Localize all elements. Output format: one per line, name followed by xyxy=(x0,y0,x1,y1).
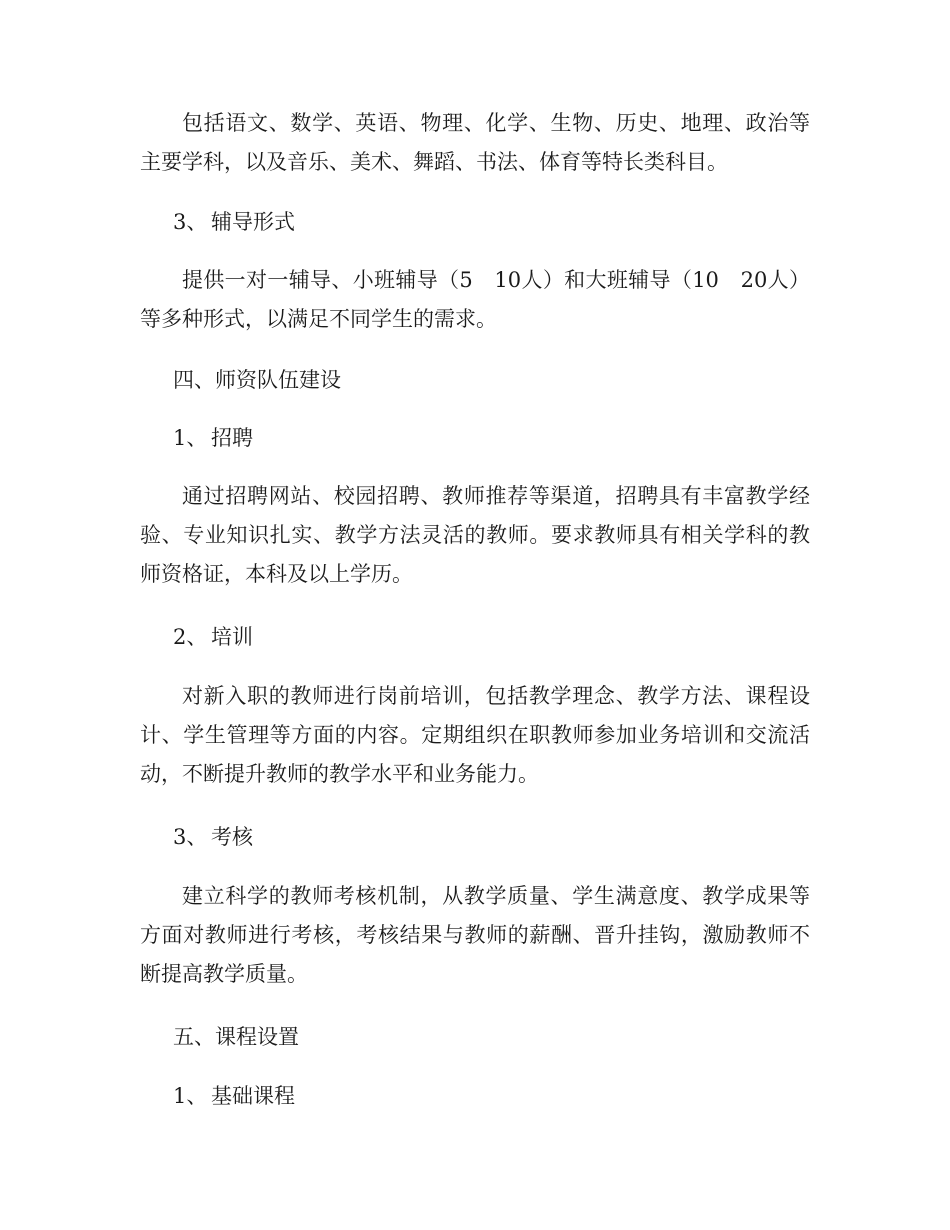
subheading-assessment xyxy=(173,818,253,857)
subheading-number: 3、 xyxy=(173,210,208,234)
paragraph-tutoring-format: 提供一对一辅导、小班辅导（5 10人）和大班辅导（10 20人）等多种形式，以满足不同学生的需求。 xyxy=(140,268,810,331)
subheading-number: 3、 xyxy=(173,825,208,849)
subheading-title: 考核 xyxy=(211,825,253,849)
subheading-tutoring-format xyxy=(173,203,295,242)
subheading-title: 招聘 xyxy=(211,426,253,450)
subheading-number: 1、 xyxy=(173,1084,208,1108)
paragraph-recruitment: 通过招聘网站、校园招聘、教师推荐等渠道，招聘具有丰富教学经验、专业知识扎实、教学方法灵活的教师。要求教师具有相关学科的教师资格证，本科及以上学历。 xyxy=(140,484,810,586)
subheading-basic-courses xyxy=(173,1077,295,1116)
paragraph-assessment: 建立科学的教师考核机制，从教学质量、学生满意度、教学成果等方面对教师进行考核，考核结果与教师的薪酬、晋升挂钩，激励教师不断提高教学质量。 xyxy=(140,884,810,986)
section-heading-faculty: 四、师资队伍建设 xyxy=(173,368,341,392)
subheading-title: 辅导形式 xyxy=(211,210,295,234)
paragraph-subjects: 包括语文、数学、英语、物理、化学、生物、历史、地理、政治等主要学科，以及音乐、美术、舞蹈、书法、体育等特长类科目。 xyxy=(140,111,810,174)
subheading-recruitment xyxy=(173,419,253,458)
subheading-number: 1、 xyxy=(173,426,208,450)
section-heading-curriculum: 五、课程设置 xyxy=(173,1025,299,1049)
subheading-title: 培训 xyxy=(211,625,253,649)
paragraph-training: 对新入职的教师进行岗前培训，包括教学理念、教学方法、课程设计、学生管理等方面的内容。定期组织在职教师参加业务培训和交流活动，不断提升教师的教学水平和业务能力。 xyxy=(140,684,810,786)
subheading-training xyxy=(173,618,253,657)
subheading-title: 基础课程 xyxy=(211,1084,295,1108)
subheading-number: 2、 xyxy=(173,625,208,649)
